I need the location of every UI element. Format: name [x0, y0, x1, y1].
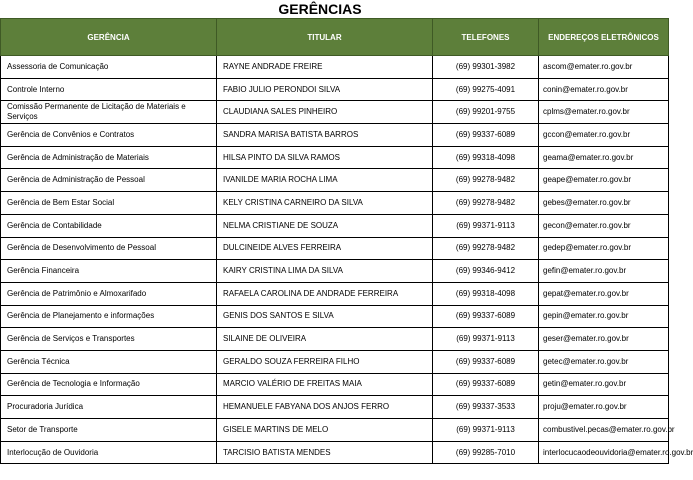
cell-email: getec@emater.ro.gov.br — [539, 350, 669, 373]
table-header-row — [1, 19, 669, 56]
table-row — [1, 260, 669, 283]
page-title: GERÊNCIAS — [278, 1, 362, 17]
column-header-enderecos: ENDEREÇOS ELETRÔNICOS — [539, 19, 669, 56]
cell-telefone: (69) 99337-6089 — [433, 305, 539, 328]
cell-gerencia: Gerência de Administração de Pessoal — [1, 169, 217, 192]
cell-email: geape@emater.ro.gov.br — [539, 169, 669, 192]
table-row — [1, 373, 669, 396]
table-row — [1, 305, 669, 328]
table-row — [1, 441, 669, 464]
cell-email: gebes@emater.ro.gov.br — [539, 192, 669, 215]
cell-titular: GERALDO SOUZA FERREIRA FILHO — [217, 350, 433, 373]
cell-email: interlocucaodeouvidoria@emater.ro.gov.br — [539, 441, 669, 464]
cell-email: ascom@emater.ro.gov.br — [539, 56, 669, 79]
table-row — [1, 146, 669, 169]
cell-titular: GENIS DOS SANTOS E SILVA — [217, 305, 433, 328]
cell-telefone: (69) 99278-9482 — [433, 237, 539, 260]
cell-gerencia: Comissão Permanente de Licitação de Materiais e Serviços — [1, 101, 217, 124]
cell-email: combustivel.pecas@emater.ro.gov.br — [539, 419, 669, 442]
cell-telefone: (69) 99301-3982 — [433, 56, 539, 79]
cell-gerencia: Gerência de Convênios e Contratos — [1, 124, 217, 147]
cell-titular: TARCISIO BATISTA MENDES — [217, 441, 433, 464]
cell-telefone: (69) 99275-4091 — [433, 78, 539, 101]
cell-telefone: (69) 99371-9113 — [433, 419, 539, 442]
cell-telefone: (69) 99337-6089 — [433, 124, 539, 147]
cell-titular: SANDRA MARISA BATISTA BARROS — [217, 124, 433, 147]
cell-titular: NELMA CRISTIANE DE SOUZA — [217, 214, 433, 237]
cell-telefone: (69) 99337-6089 — [433, 350, 539, 373]
table-row — [1, 214, 669, 237]
table-row — [1, 350, 669, 373]
cell-email: gefin@emater.ro.gov.br — [539, 260, 669, 283]
cell-titular: IVANILDE MARIA ROCHA LIMA — [217, 169, 433, 192]
cell-email: gedep@emater.ro.gov.br — [539, 237, 669, 260]
column-header-titular: TITULAR — [217, 19, 433, 56]
cell-telefone: (69) 99201-9755 — [433, 101, 539, 124]
cell-email: gepat@emater.ro.gov.br — [539, 282, 669, 305]
cell-gerencia: Gerência Técnica — [1, 350, 217, 373]
table-row — [1, 101, 669, 124]
cell-telefone: (69) 99285-7010 — [433, 441, 539, 464]
cell-titular: RAYNE ANDRADE FREIRE — [217, 56, 433, 79]
cell-gerencia: Procuradoria Jurídica — [1, 396, 217, 419]
table-row — [1, 78, 669, 101]
column-header-telefones: TELEFONES — [433, 19, 539, 56]
cell-email: cplms@emater.ro.gov.br — [539, 101, 669, 124]
cell-titular: GISELE MARTINS DE MELO — [217, 419, 433, 442]
cell-telefone: (69) 99278-9482 — [433, 169, 539, 192]
cell-email: gccon@emater.ro.gov.br — [539, 124, 669, 147]
table-body — [1, 56, 693, 464]
cell-titular: KAIRY CRISTINA LIMA DA SILVA — [217, 260, 433, 283]
cell-telefone: (69) 99346-9412 — [433, 260, 539, 283]
cell-gerencia: Gerência de Planejamento e informações — [1, 305, 217, 328]
cell-telefone: (69) 99278-9482 — [433, 192, 539, 215]
cell-gerencia: Gerência de Desenvolvimento de Pessoal — [1, 237, 217, 260]
cell-gerencia: Assessoria de Comunicação — [1, 56, 217, 79]
table-row — [1, 124, 669, 147]
cell-titular: KELY CRISTINA CARNEIRO DA SILVA — [217, 192, 433, 215]
table-row — [1, 169, 669, 192]
cell-email: conin@emater.ro.gov.br — [539, 78, 669, 101]
table-row — [1, 237, 669, 260]
cell-gerencia: Gerência Financeira — [1, 260, 217, 283]
cell-titular: FABIO JULIO PERONDOI SILVA — [217, 78, 433, 101]
gerencias-table — [0, 18, 693, 464]
cell-gerencia: Setor de Transporte — [1, 419, 217, 442]
cell-titular: HEMANUELE FABYANA DOS ANJOS FERRO — [217, 396, 433, 419]
cell-gerencia: Gerência de Tecnologia e Informação — [1, 373, 217, 396]
table-row — [1, 396, 669, 419]
table-row — [1, 56, 669, 79]
cell-titular: CLAUDIANA SALES PINHEIRO — [217, 101, 433, 124]
cell-telefone: (69) 99337-3533 — [433, 396, 539, 419]
cell-gerencia: Controle Interno — [1, 78, 217, 101]
cell-gerencia: Interlocução de Ouvidoria — [1, 441, 217, 464]
cell-email: gecon@emater.ro.gov.br — [539, 214, 669, 237]
cell-gerencia: Gerência de Serviços e Transportes — [1, 328, 217, 351]
cell-gerencia: Gerência de Administração de Materiais — [1, 146, 217, 169]
cell-gerencia: Gerência de Patrimônio e Almoxarifado — [1, 282, 217, 305]
table-row — [1, 419, 669, 442]
table-row — [1, 192, 669, 215]
cell-email: proju@emater.ro.gov.br — [539, 396, 669, 419]
cell-telefone: (69) 99371-9113 — [433, 328, 539, 351]
cell-gerencia: Gerência de Contabilidade — [1, 214, 217, 237]
table-row — [1, 282, 669, 305]
cell-telefone: (69) 99337-6089 — [433, 373, 539, 396]
cell-telefone: (69) 99371-9113 — [433, 214, 539, 237]
table-row — [1, 328, 669, 351]
cell-telefone: (69) 99318-4098 — [433, 282, 539, 305]
cell-telefone: (69) 99318-4098 — [433, 146, 539, 169]
cell-gerencia: Gerência de Bem Estar Social — [1, 192, 217, 215]
cell-email: getin@emater.ro.gov.br — [539, 373, 669, 396]
cell-email: gepin@emater.ro.gov.br — [539, 305, 669, 328]
column-header-gerencia: GERÊNCIA — [1, 19, 217, 56]
cell-titular: SILAINE DE OLIVEIRA — [217, 328, 433, 351]
cell-titular: MARCIO VALÉRIO DE FREITAS MAIA — [217, 373, 433, 396]
cell-titular: HILSA PINTO DA SILVA RAMOS — [217, 146, 433, 169]
cell-titular: RAFAELA CAROLINA DE ANDRADE FERREIRA — [217, 282, 433, 305]
cell-email: geser@emater.ro.gov.br — [539, 328, 669, 351]
cell-titular: DULCINEIDE ALVES FERREIRA — [217, 237, 433, 260]
cell-email: geama@emater.ro.gov.br — [539, 146, 669, 169]
